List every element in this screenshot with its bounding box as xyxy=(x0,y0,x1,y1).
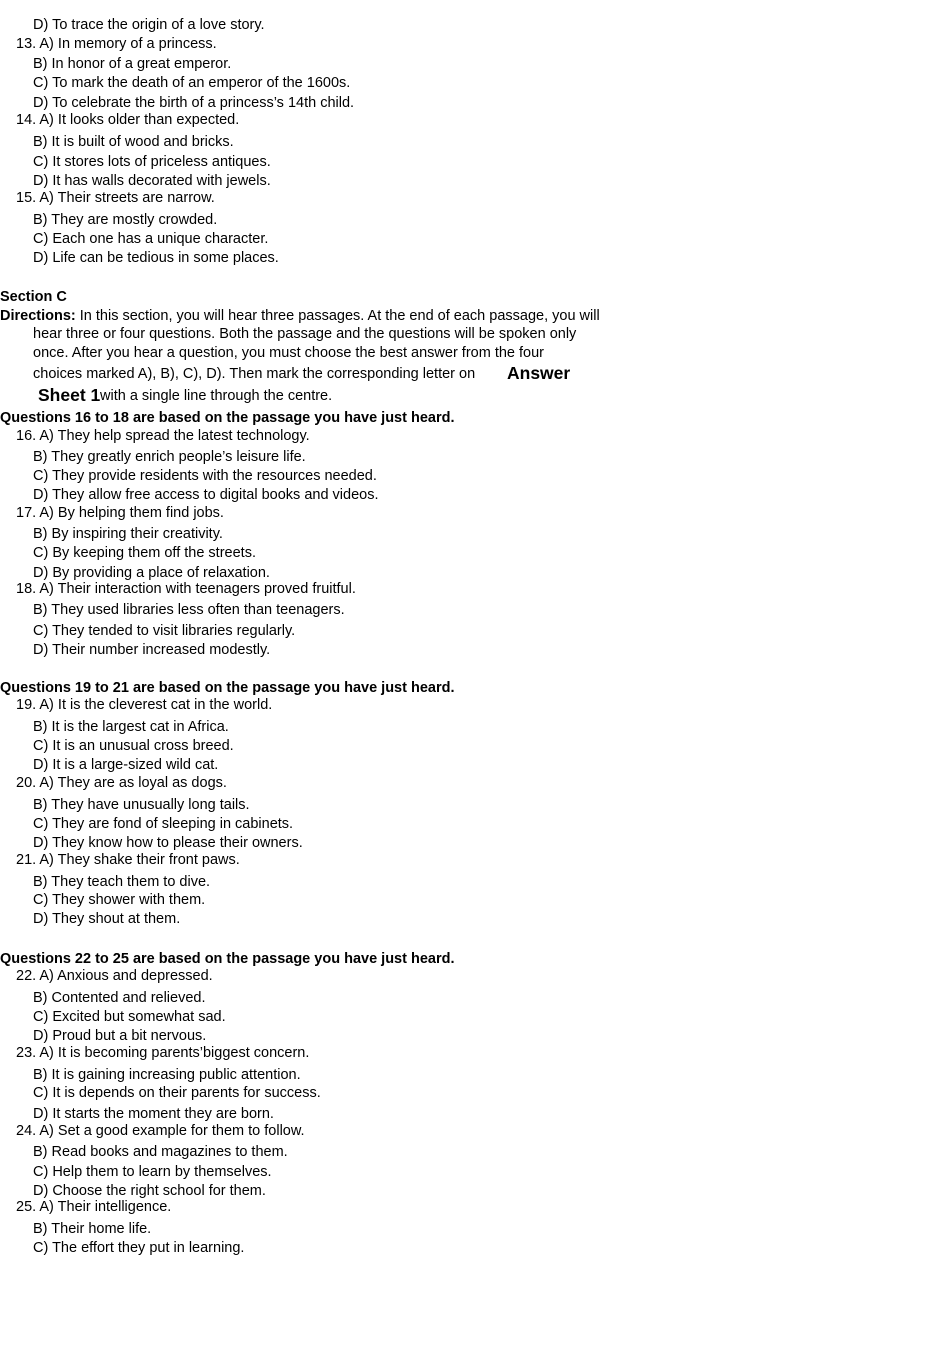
option-23-d: D) It starts the moment they are born. xyxy=(33,1106,274,1122)
option-16-d: D) They allow free access to digital books and videos. xyxy=(33,487,379,503)
option-13-d: D) To celebrate the birth of a princess’s 14th child. xyxy=(33,95,355,111)
option-18-b: B) They used libraries less often than teenagers. xyxy=(33,602,345,618)
option-24-b: B) Read books and magazines to them. xyxy=(33,1144,288,1160)
question-21: 21. A) They shake their front paws. xyxy=(16,852,240,868)
option-14-d: D) It has walls decorated with jewels. xyxy=(33,173,271,189)
question-23: 23. A) It is becoming parents’biggest concern. xyxy=(16,1045,310,1061)
option-21-d: D) They shout at them. xyxy=(33,911,181,927)
question-18: 18. A) Their interaction with teenagers proved fruitful. xyxy=(16,581,356,597)
option-21-b: B) They teach them to dive. xyxy=(33,874,211,890)
question-20: 20. A) They are as loyal as dogs. xyxy=(16,775,227,791)
sheet-word: Sheet 1 xyxy=(38,385,101,405)
option-25-c: C) The effort they put in learning. xyxy=(33,1240,245,1256)
option-20-c: C) They are fond of sleeping in cabinets. xyxy=(33,816,294,832)
question-15: 15. A) Their streets are narrow. xyxy=(16,190,215,206)
option-17-c: C) By keeping them off the streets. xyxy=(33,545,256,561)
directions-line-1 xyxy=(0,307,600,325)
question-14: 14. A) It looks older than expected. xyxy=(16,112,240,128)
question-13: 13. A) In memory of a princess. xyxy=(16,36,217,52)
question-25: 25. A) Their intelligence. xyxy=(16,1199,172,1215)
question-16: 16. A) They help spread the latest technology. xyxy=(16,428,310,444)
answer-word: Answer xyxy=(507,363,571,383)
option-24-d: D) Choose the right school for them. xyxy=(33,1183,266,1199)
option-18-c: C) They tended to visit libraries regularly. xyxy=(33,623,296,639)
question-22: 22. A) Anxious and depressed. xyxy=(16,968,213,984)
option-19-c: C) It is an unusual cross breed. xyxy=(33,738,234,754)
option-15-b: B) They are mostly crowded. xyxy=(33,212,218,228)
option-22-c: C) Excited but somewhat sad. xyxy=(33,1009,226,1025)
question-24: 24. A) Set a good example for them to follow. xyxy=(16,1123,305,1139)
option-15-c: C) Each one has a unique character. xyxy=(33,231,269,247)
option-16-b: B) They greatly enrich people’s leisure life. xyxy=(33,449,306,465)
directions-line-3: once. After you hear a question, you must choose the best answer from the four xyxy=(33,345,545,361)
option-23-b: B) It is gaining increasing public attention. xyxy=(33,1067,301,1083)
option-19-d: D) It is a large-sized wild cat. xyxy=(33,757,219,773)
option-14-b: B) It is built of wood and bricks. xyxy=(33,134,234,150)
section-heading: Section C xyxy=(0,289,67,305)
option-17-b: B) By inspiring their creativity. xyxy=(33,526,223,542)
option-12-d: D) To trace the origin of a love story. xyxy=(33,17,265,33)
option-16-c: C) They provide residents with the resources needed. xyxy=(33,468,377,484)
option-19-b: B) It is the largest cat in Africa. xyxy=(33,719,229,735)
question-19: 19. A) It is the cleverest cat in the world. xyxy=(16,697,273,713)
directions-line-2: hear three or four questions. Both the passage and the questions will be spoken only xyxy=(33,326,577,342)
group-heading-22-25: Questions 22 to 25 are based on the passage you have just heard. xyxy=(0,951,455,967)
option-13-b: B) In honor of a great emperor. xyxy=(33,56,232,72)
option-13-c: C) To mark the death of an emperor of the 1600s. xyxy=(33,75,351,91)
directions-line-5: with a single line through the centre. xyxy=(100,388,333,404)
option-22-b: B) Contented and relieved. xyxy=(33,990,206,1006)
option-20-b: B) They have unusually long tails. xyxy=(33,797,250,813)
option-25-b: B) Their home life. xyxy=(33,1221,152,1237)
option-21-c: C) They shower with them. xyxy=(33,892,206,908)
option-20-d: D) They know how to please their owners. xyxy=(33,835,303,851)
option-15-d: D) Life can be tedious in some places. xyxy=(33,250,279,266)
group-heading-16-18: Questions 16 to 18 are based on the passage you have just heard. xyxy=(0,410,455,426)
option-17-d: D) By providing a place of relaxation. xyxy=(33,565,270,581)
option-14-c: C) It stores lots of priceless antiques. xyxy=(33,154,271,170)
option-18-d: D) Their number increased modestly. xyxy=(33,642,271,658)
group-heading-19-21: Questions 19 to 21 are based on the passage you have just heard. xyxy=(0,680,455,696)
directions-label: Directions: xyxy=(0,308,76,324)
option-22-d: D) Proud but a bit nervous. xyxy=(33,1028,207,1044)
directions-line-4: choices marked A), B), C), D). Then mark the corresponding letter on xyxy=(33,366,476,382)
option-24-c: C) Help them to learn by themselves. xyxy=(33,1164,272,1180)
directions-text-1: In this section, you will hear three passages. At the end of each passage, you will xyxy=(79,308,600,324)
question-17: 17. A) By helping them find jobs. xyxy=(16,505,224,521)
option-23-c: C) It is depends on their parents for success. xyxy=(33,1085,321,1101)
